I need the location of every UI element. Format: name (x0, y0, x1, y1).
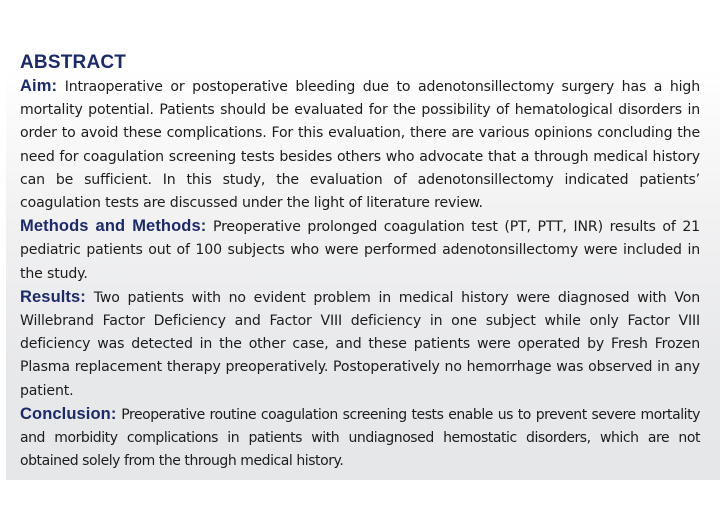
section-text-aim: Intraoperative or postoperative bleeding due to adenotonsillectomy surgery has a high mortality potential. Patients should be evaluated for the possibility of hematological disorders in order to avoid these complications. For this evaluation, there are various opinions concluding the need for coagulation screening tests besides others who advocate that a through medical history can be sufficient. In this study, the evaluation of adenotonsillectomy indicated patients’ coagulation tests are discussed under the light of literature review. (20, 79, 700, 212)
section-label-aim: Aim: (20, 77, 58, 95)
section-text-conclusion: Preoperative routine coagulation screening tests enable us to prevent severe mortality and morbidity complications in patients with undiagnosed hemostatic disorders, which are not obtained solely from the through medical history. (20, 406, 700, 470)
abstract-section-results (20, 286, 700, 403)
section-text-results: Two patients with no evident problem in medical history were diagnosed with Von Willebrand Factor Deficiency and Factor VIII deficiency in one subject while only Factor VIII deficiency was detected in the other case, and these patients were operated by Fresh Frozen Plasma replacement therapy preoperatively. Postoperatively no hemorrhage was observed in any patient. (20, 289, 700, 399)
abstract-section-aim (20, 75, 700, 215)
abstract-section-conclusion (20, 403, 700, 474)
abstract-title: ABSTRACT (20, 52, 127, 73)
section-text-methods: Preoperative prolonged coagulation test (PT, PTT, INR) results of 21 pediatric patients out of 100 subjects who were performed adenotonsillectomy were included in the study. (20, 219, 700, 282)
section-label-results: Results: (20, 287, 86, 306)
abstract-content (20, 51, 700, 473)
abstract-section-methods (20, 215, 700, 286)
section-label-conclusion: Conclusion: (20, 404, 117, 423)
section-label-methods: Methods and Methods: (20, 217, 207, 236)
